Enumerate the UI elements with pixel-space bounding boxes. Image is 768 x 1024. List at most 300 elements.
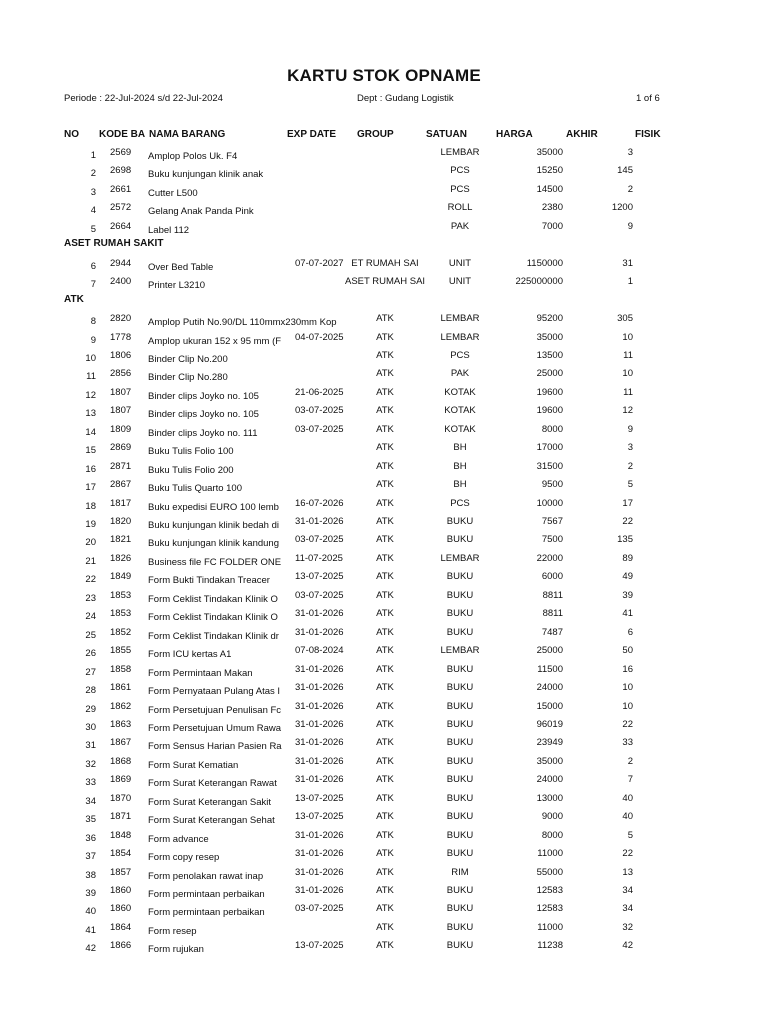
item-group: ATK bbox=[376, 885, 394, 896]
item-name: Binder clips Joyko no. 105 bbox=[148, 409, 259, 421]
column-header-harga: HARGA bbox=[496, 129, 533, 140]
price: 8000 bbox=[541, 423, 563, 435]
stock-akhir: 10 bbox=[622, 700, 633, 712]
row-number: 30 bbox=[85, 721, 96, 733]
item-name: Buku Tulis Folio 100 bbox=[148, 446, 234, 458]
exp-date: 03-07-2025 bbox=[295, 534, 344, 546]
stock-akhir: 42 bbox=[622, 940, 633, 952]
unit: KOTAK bbox=[444, 405, 476, 417]
row-number: 25 bbox=[85, 629, 96, 641]
item-code: 2569 bbox=[110, 147, 132, 158]
row-number: 37 bbox=[85, 851, 96, 863]
row-number: 35 bbox=[85, 814, 96, 826]
item-code: 2820 bbox=[110, 313, 132, 325]
item-name: Amplop Putih No.90/DL 110mmx230mm Kop bbox=[148, 317, 337, 329]
item-name: Form Surat Keterangan Rawat bbox=[148, 778, 277, 790]
item-group: ATK bbox=[376, 608, 394, 620]
item-group: ATK bbox=[376, 405, 394, 417]
price: 8000 bbox=[541, 829, 563, 841]
price: 7567 bbox=[541, 516, 563, 527]
exp-date: 31-01-2026 bbox=[295, 866, 344, 878]
price: 35000 bbox=[536, 755, 563, 767]
item-name: Cutter L500 bbox=[148, 187, 198, 199]
item-group: ATK bbox=[376, 811, 394, 823]
section-heading: ATK bbox=[64, 293, 84, 305]
item-name: Buku Tulis Quarto 100 bbox=[148, 483, 242, 495]
unit: BUKU bbox=[446, 755, 474, 767]
exp-date: 13-07-2025 bbox=[295, 571, 344, 583]
exp-date: 31-01-2026 bbox=[295, 626, 344, 638]
row-number: 38 bbox=[85, 869, 96, 881]
exp-date: 21-06-2025 bbox=[295, 386, 344, 398]
unit: KOTAK bbox=[444, 386, 476, 398]
item-name: Form rujukan bbox=[148, 944, 204, 956]
unit: UNIT bbox=[448, 257, 472, 269]
item-code: 1849 bbox=[110, 571, 132, 583]
row-number: 29 bbox=[85, 703, 96, 715]
price: 19600 bbox=[536, 405, 563, 417]
column-header-exp: EXP DATE bbox=[287, 129, 337, 140]
item-code: 2661 bbox=[110, 183, 132, 195]
column-header-no: NO bbox=[64, 129, 79, 140]
price: 15250 bbox=[536, 165, 563, 177]
exp-date: 13-07-2025 bbox=[295, 792, 344, 804]
price: 8811 bbox=[542, 608, 563, 620]
stock-akhir: 10 bbox=[622, 682, 633, 694]
unit: BUKU bbox=[446, 682, 474, 694]
row-number: 4 bbox=[90, 205, 96, 217]
section-heading: ASET RUMAH SAKIT bbox=[64, 238, 164, 250]
row-number: 11 bbox=[86, 371, 96, 383]
column-header-fisik: FISIK bbox=[635, 129, 661, 140]
exp-date: 16-07-2026 bbox=[295, 497, 344, 509]
item-code: 2871 bbox=[110, 460, 132, 472]
stock-akhir: 33 bbox=[622, 737, 633, 749]
price: 2380 bbox=[541, 202, 563, 214]
item-code: 1848 bbox=[110, 829, 132, 841]
price: 35000 bbox=[536, 331, 563, 343]
item-code: 1857 bbox=[110, 866, 132, 878]
unit: KOTAK bbox=[444, 423, 476, 435]
item-name: Business file FC FOLDER ONE bbox=[148, 556, 282, 568]
stock-akhir: 22 bbox=[622, 516, 633, 527]
exp-date: 31-01-2026 bbox=[295, 774, 344, 786]
stock-akhir: 17 bbox=[622, 497, 633, 509]
price: 13500 bbox=[536, 349, 563, 361]
column-header-kode: KODE BA bbox=[99, 129, 146, 140]
item-name: Form Persetujuan Umum Rawa bbox=[148, 722, 282, 734]
item-code: 1864 bbox=[110, 921, 132, 933]
price: 11500 bbox=[537, 663, 563, 675]
price: 11000 bbox=[537, 921, 563, 933]
item-code: 1852 bbox=[110, 626, 132, 638]
stock-akhir: 2 bbox=[627, 183, 633, 195]
price: 11000 bbox=[537, 848, 563, 860]
stock-akhir: 50 bbox=[622, 645, 633, 657]
unit: BUKU bbox=[446, 848, 474, 860]
stock-akhir: 2 bbox=[627, 755, 633, 767]
item-name: Form Permintaan Makan bbox=[148, 667, 253, 679]
stock-akhir: 1 bbox=[627, 276, 633, 288]
item-name: Form permintaan perbaikan bbox=[148, 907, 265, 919]
unit: BUKU bbox=[446, 829, 474, 841]
unit: LEMBAR bbox=[440, 331, 480, 343]
price: 19600 bbox=[536, 386, 563, 398]
dept-text: Dept : Gudang Logistik bbox=[357, 93, 454, 104]
item-code: 1807 bbox=[110, 405, 132, 417]
exp-date: 13-07-2025 bbox=[295, 811, 344, 823]
unit: BUKU bbox=[446, 885, 474, 896]
item-group: ATK bbox=[376, 516, 394, 527]
unit: BUKU bbox=[446, 737, 474, 749]
item-name: Form Persetujuan Penulisan Fc bbox=[148, 704, 282, 716]
stock-akhir: 34 bbox=[622, 885, 633, 896]
stock-akhir: 10 bbox=[622, 331, 633, 343]
unit: PCS bbox=[450, 165, 470, 177]
price: 1150000 bbox=[526, 257, 563, 269]
item-name: Form resep bbox=[148, 925, 197, 937]
price: 12583 bbox=[536, 885, 563, 896]
unit: PCS bbox=[450, 497, 470, 509]
item-code: 1860 bbox=[110, 903, 132, 915]
item-code: 1807 bbox=[110, 386, 132, 398]
item-code: 2944 bbox=[110, 257, 132, 269]
stock-akhir: 11 bbox=[623, 386, 633, 398]
item-name: Buku expedisi EURO 100 lemb bbox=[148, 501, 279, 513]
unit: BUKU bbox=[446, 811, 474, 823]
unit: BUKU bbox=[446, 571, 474, 583]
item-code: 1861 bbox=[110, 682, 132, 694]
price: 17000 bbox=[536, 442, 563, 454]
stock-akhir: 41 bbox=[622, 608, 633, 620]
exp-date: 31-01-2026 bbox=[295, 682, 344, 694]
stock-akhir: 40 bbox=[622, 792, 633, 804]
exp-date: 31-01-2026 bbox=[295, 718, 344, 730]
price: 25000 bbox=[536, 368, 563, 380]
row-number: 7 bbox=[90, 279, 96, 291]
price: 24000 bbox=[536, 682, 563, 694]
stock-akhir: 6 bbox=[627, 626, 633, 638]
stock-akhir: 7 bbox=[627, 774, 633, 786]
unit: LEMBAR bbox=[440, 552, 480, 564]
price: 22000 bbox=[536, 552, 563, 564]
item-group: ATK bbox=[376, 663, 394, 675]
item-group: ATK bbox=[376, 737, 394, 749]
price: 55000 bbox=[536, 866, 563, 878]
item-group: ET RUMAH SAI bbox=[351, 257, 419, 269]
exp-date: 31-01-2026 bbox=[295, 608, 344, 620]
price: 31500 bbox=[536, 460, 563, 472]
item-group: ATK bbox=[376, 368, 394, 380]
row-number: 23 bbox=[85, 592, 96, 604]
exp-date: 31-01-2026 bbox=[295, 829, 344, 841]
column-header-satuan: SATUAN bbox=[426, 129, 467, 140]
item-name: Form Pernyataan Pulang Atas I bbox=[148, 686, 281, 698]
item-group: ATK bbox=[376, 903, 394, 915]
item-group: ATK bbox=[376, 331, 394, 343]
item-group: ATK bbox=[376, 829, 394, 841]
price: 7487 bbox=[541, 626, 563, 638]
unit: LEMBAR bbox=[440, 645, 480, 657]
row-number: 2 bbox=[90, 168, 96, 180]
item-code: 2869 bbox=[110, 442, 132, 454]
stock-akhir: 49 bbox=[622, 571, 633, 583]
row-number: 31 bbox=[85, 740, 96, 752]
exp-date: 31-01-2026 bbox=[295, 700, 344, 712]
item-code: 2856 bbox=[110, 368, 132, 380]
exp-date: 31-01-2026 bbox=[295, 885, 344, 896]
price: 96019 bbox=[536, 718, 563, 730]
unit: BH bbox=[453, 460, 467, 472]
exp-date: 13-07-2025 bbox=[295, 940, 344, 952]
unit: BUKU bbox=[446, 700, 474, 712]
stock-akhir: 5 bbox=[627, 479, 633, 491]
item-group: ATK bbox=[376, 349, 394, 361]
item-code: 1867 bbox=[110, 737, 132, 749]
exp-date: 11-07-2025 bbox=[295, 552, 343, 564]
item-group: ATK bbox=[376, 921, 394, 933]
row-number: 3 bbox=[90, 186, 96, 198]
row-number: 8 bbox=[90, 316, 96, 328]
row-number: 33 bbox=[85, 777, 96, 789]
row-number: 41 bbox=[85, 924, 96, 936]
unit: BUKU bbox=[446, 718, 474, 730]
stock-akhir: 16 bbox=[622, 663, 633, 675]
exp-date: 31-01-2026 bbox=[295, 755, 344, 767]
unit: BUKU bbox=[446, 940, 474, 952]
stock-akhir: 32 bbox=[622, 921, 633, 933]
row-number: 17 bbox=[85, 482, 96, 494]
item-group: ATK bbox=[376, 774, 394, 786]
row-number: 19 bbox=[85, 519, 96, 530]
item-group: ATK bbox=[376, 718, 394, 730]
item-code: 1826 bbox=[110, 552, 132, 564]
item-group: ATK bbox=[376, 313, 394, 325]
unit: BUKU bbox=[446, 903, 474, 915]
item-code: 1855 bbox=[110, 645, 132, 657]
row-number: 42 bbox=[85, 943, 96, 955]
item-name: Binder Clip No.280 bbox=[148, 372, 228, 384]
unit: BUKU bbox=[446, 626, 474, 638]
unit: BUKU bbox=[446, 774, 474, 786]
stock-akhir: 145 bbox=[617, 165, 633, 177]
item-code: 1863 bbox=[110, 718, 132, 730]
stock-akhir: 11 bbox=[623, 349, 633, 361]
exp-date: 07-08-2024 bbox=[295, 645, 344, 657]
stock-akhir: 31 bbox=[622, 257, 633, 269]
stock-akhir: 22 bbox=[622, 848, 633, 860]
item-code: 2400 bbox=[110, 276, 132, 288]
unit: LEMBAR bbox=[440, 313, 480, 325]
price: 13000 bbox=[536, 792, 563, 804]
row-number: 5 bbox=[90, 223, 96, 235]
item-name: Form Ceklist Tindakan Klinik dr bbox=[148, 630, 279, 642]
unit: RIM bbox=[451, 866, 469, 878]
item-code: 1858 bbox=[110, 663, 132, 675]
exp-date: 31-01-2026 bbox=[295, 848, 344, 860]
item-code: 1817 bbox=[110, 497, 132, 509]
item-code: 1809 bbox=[110, 423, 132, 435]
item-name: Form Surat Keterangan Sehat bbox=[148, 815, 275, 827]
row-number: 26 bbox=[85, 648, 96, 660]
stock-akhir: 40 bbox=[622, 811, 633, 823]
exp-date: 03-07-2025 bbox=[295, 423, 344, 435]
row-number: 14 bbox=[85, 426, 96, 438]
item-group: ATK bbox=[376, 534, 394, 546]
item-code: 2698 bbox=[110, 165, 132, 177]
row-number: 36 bbox=[85, 832, 96, 844]
item-group: ATK bbox=[376, 866, 394, 878]
unit: BUKU bbox=[446, 921, 474, 933]
item-name: Form permintaan perbaikan bbox=[148, 889, 265, 900]
price: 7500 bbox=[541, 534, 563, 546]
row-number: 28 bbox=[85, 685, 96, 697]
price: 95200 bbox=[536, 313, 563, 325]
row-number: 20 bbox=[85, 537, 96, 549]
item-group: ATK bbox=[376, 848, 394, 860]
item-code: 1778 bbox=[110, 331, 132, 343]
item-code: 1868 bbox=[110, 755, 132, 767]
stock-akhir: 34 bbox=[622, 903, 633, 915]
exp-date: 31-01-2026 bbox=[295, 663, 344, 675]
price: 9000 bbox=[541, 811, 563, 823]
price: 11238 bbox=[537, 940, 563, 952]
periode-text: Periode : 22-Jul-2024 s/d 22-Jul-2024 bbox=[64, 93, 223, 104]
row-number: 32 bbox=[85, 758, 96, 770]
exp-date: 03-07-2025 bbox=[295, 589, 344, 601]
item-code: 2572 bbox=[110, 202, 132, 214]
item-name: Form advance bbox=[148, 833, 209, 845]
column-header-group: GROUP bbox=[357, 129, 394, 140]
row-number: 12 bbox=[85, 389, 96, 401]
unit: BUKU bbox=[446, 534, 474, 546]
item-group: ATK bbox=[376, 589, 394, 601]
item-name: Gelang Anak Panda Pink bbox=[148, 206, 254, 218]
stock-akhir: 305 bbox=[617, 313, 633, 325]
item-name: Amplop ukuran 152 x 95 mm (F bbox=[148, 335, 282, 347]
row-number: 27 bbox=[85, 666, 96, 678]
item-code: 1853 bbox=[110, 608, 132, 620]
price: 15000 bbox=[536, 700, 563, 712]
unit: BUKU bbox=[446, 663, 474, 675]
item-group: ATK bbox=[376, 626, 394, 638]
exp-date: 07-07-2027 bbox=[295, 257, 344, 269]
price: 8811 bbox=[542, 589, 563, 601]
row-number: 10 bbox=[85, 352, 96, 364]
item-group: ASET RUMAH SAI bbox=[345, 276, 426, 288]
stock-akhir: 39 bbox=[622, 589, 633, 601]
stock-akhir: 9 bbox=[627, 220, 633, 232]
unit: BUKU bbox=[446, 589, 474, 601]
stock-akhir: 89 bbox=[622, 552, 633, 564]
item-group: ATK bbox=[376, 442, 394, 454]
column-header-nama: NAMA BARANG bbox=[149, 129, 226, 140]
stock-akhir: 135 bbox=[617, 534, 633, 546]
item-group: ATK bbox=[376, 460, 394, 472]
item-name: Form Surat Keterangan Sakit bbox=[148, 796, 272, 808]
price: 9500 bbox=[541, 479, 563, 491]
document-title: KARTU STOK OPNAME bbox=[287, 66, 481, 85]
item-name: Buku kunjungan klinik anak bbox=[148, 169, 264, 181]
item-code: 1854 bbox=[110, 848, 132, 860]
unit: PAK bbox=[450, 368, 470, 380]
stock-akhir: 2 bbox=[627, 460, 633, 472]
unit: BH bbox=[453, 479, 467, 491]
item-group: ATK bbox=[376, 645, 394, 657]
item-group: ATK bbox=[376, 386, 394, 398]
item-group: ATK bbox=[376, 792, 394, 804]
exp-date: 03-07-2025 bbox=[295, 903, 344, 915]
item-name: Form Bukti Tindakan Treacer bbox=[148, 575, 270, 587]
item-code: 1806 bbox=[110, 349, 132, 361]
price: 6000 bbox=[541, 571, 563, 583]
item-name: Binder Clip No.200 bbox=[148, 353, 228, 365]
exp-date: 04-07-2025 bbox=[295, 331, 344, 343]
stock-akhir: 9 bbox=[627, 423, 633, 435]
row-number: 1 bbox=[90, 150, 96, 161]
item-name: Buku Tulis Folio 200 bbox=[148, 464, 234, 476]
row-number: 6 bbox=[90, 260, 96, 272]
item-group: ATK bbox=[376, 423, 394, 435]
item-code: 1862 bbox=[110, 700, 132, 712]
item-group: ATK bbox=[376, 700, 394, 712]
unit: BUKU bbox=[446, 516, 474, 527]
item-group: ATK bbox=[376, 479, 394, 491]
unit: BUKU bbox=[446, 608, 474, 620]
stock-akhir: 10 bbox=[622, 368, 633, 380]
item-code: 1853 bbox=[110, 589, 132, 601]
item-name: Over Bed Table bbox=[148, 261, 214, 273]
price: 35000 bbox=[536, 147, 563, 158]
row-number: 40 bbox=[85, 906, 96, 918]
row-number: 18 bbox=[85, 500, 96, 512]
item-code: 1820 bbox=[110, 516, 132, 527]
price: 24000 bbox=[536, 774, 563, 786]
unit: BUKU bbox=[446, 792, 474, 804]
stock-akhir: 13 bbox=[622, 866, 633, 878]
item-code: 2867 bbox=[110, 479, 132, 491]
unit: PCS bbox=[450, 349, 470, 361]
price: 12583 bbox=[536, 903, 563, 915]
item-name: Amplop Polos Uk. F4 bbox=[148, 151, 238, 162]
item-name: Label 112 bbox=[148, 224, 190, 236]
row-number: 21 bbox=[85, 555, 96, 567]
row-number: 24 bbox=[85, 611, 96, 623]
stock-akhir: 3 bbox=[627, 147, 633, 158]
item-name: Form Ceklist Tindakan Klinik O bbox=[148, 612, 278, 624]
item-code: 1860 bbox=[110, 885, 132, 896]
price: 14500 bbox=[536, 183, 563, 195]
item-code: 1871 bbox=[110, 811, 132, 823]
price: 23949 bbox=[536, 737, 563, 749]
item-name: Form copy resep bbox=[148, 852, 220, 864]
exp-date: 31-01-2026 bbox=[295, 737, 344, 749]
item-group: ATK bbox=[376, 497, 394, 509]
item-name: Buku kunjungan klinik bedah di bbox=[148, 520, 279, 531]
unit: LEMBAR bbox=[440, 147, 480, 158]
page-number: 1 of 6 bbox=[636, 93, 660, 104]
item-name: Form Ceklist Tindakan Klinik O bbox=[148, 593, 278, 605]
column-header-akhir: AKHIR bbox=[566, 129, 598, 140]
exp-date: 31-01-2026 bbox=[295, 516, 344, 527]
unit: ROLL bbox=[447, 202, 473, 214]
item-code: 2664 bbox=[110, 220, 132, 232]
item-name: Form penolakan rawat inap bbox=[148, 870, 264, 882]
price: 10000 bbox=[536, 497, 563, 509]
item-group: ATK bbox=[376, 940, 394, 952]
item-name: Binder clips Joyko no. 111 bbox=[148, 427, 258, 439]
item-name: Form ICU kertas A1 bbox=[148, 649, 232, 661]
